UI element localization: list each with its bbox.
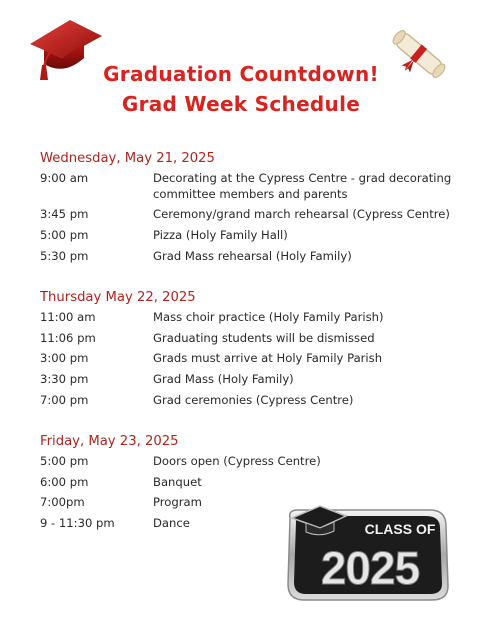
schedule-row (40, 454, 470, 470)
event-description: Program (153, 495, 202, 510)
schedule-row (40, 475, 470, 491)
event-time: 3:45 pm (40, 207, 89, 222)
event-time: 11:06 pm (40, 330, 96, 345)
event-time: 5:00 pm (40, 454, 89, 468)
day-section-wednesday (40, 151, 470, 269)
event-time: 7:00 pm (40, 392, 89, 407)
event-description: Ceremony/grand march rehearsal (Cypress Centre) (153, 207, 450, 222)
event-description: Grad ceremonies (Cypress Centre) (153, 392, 354, 407)
event-time: 5:30 pm (40, 248, 89, 263)
event-description: Doors open (Cypress Centre) (153, 454, 321, 468)
event-time: 5:00 pm (40, 227, 89, 242)
event-description: Dance (153, 516, 190, 531)
event-time: 3:30 pm (40, 372, 89, 387)
schedule-row (40, 249, 470, 265)
schedule-row (40, 207, 470, 223)
event-description: Grad Mass (Holy Family) (153, 372, 294, 387)
day-heading: Wednesday, May 21, 2025 (40, 151, 215, 166)
event-time: 9:00 am (40, 171, 89, 185)
event-description: Decorating at the Cypress Centre - grad decorating committee members and parents (153, 171, 452, 201)
event-description: Grad Mass rehearsal (Holy Family) (153, 248, 352, 263)
event-description: Grads must arrive at Holy Family Parish (153, 351, 383, 366)
schedule-row (40, 331, 470, 347)
day-heading: Thursday May 22, 2025 (40, 290, 196, 305)
event-time: 9 - 11:30 pm (40, 516, 115, 531)
event-description: Mass choir practice (Holy Family Parish) (153, 310, 384, 324)
page-title: Graduation Countdown! (103, 62, 379, 86)
schedule-row (40, 393, 470, 409)
event-time: 6:00 pm (40, 474, 89, 489)
schedule-row (40, 171, 470, 202)
event-description: Pizza (Holy Family Hall) (153, 227, 288, 242)
day-section-thursday (40, 290, 470, 413)
schedule-row (40, 228, 470, 244)
class-of-badge (282, 496, 454, 604)
page-subtitle: Grad Week Schedule (121, 92, 361, 116)
schedule-row (40, 351, 470, 367)
event-time: 7:00pm (40, 495, 85, 510)
event-description: Graduating students will be dismissed (153, 330, 375, 345)
badge-year-text: 2025 (320, 542, 420, 594)
event-description: Banquet (153, 474, 202, 489)
badge-class-of-text: CLASS OF (364, 521, 436, 537)
schedule-row (40, 310, 470, 326)
event-time: 3:00 pm (40, 351, 89, 366)
event-time: 11:00 am (40, 310, 96, 324)
schedule-row (40, 372, 470, 388)
day-heading: Friday, May 23, 2025 (40, 434, 179, 449)
